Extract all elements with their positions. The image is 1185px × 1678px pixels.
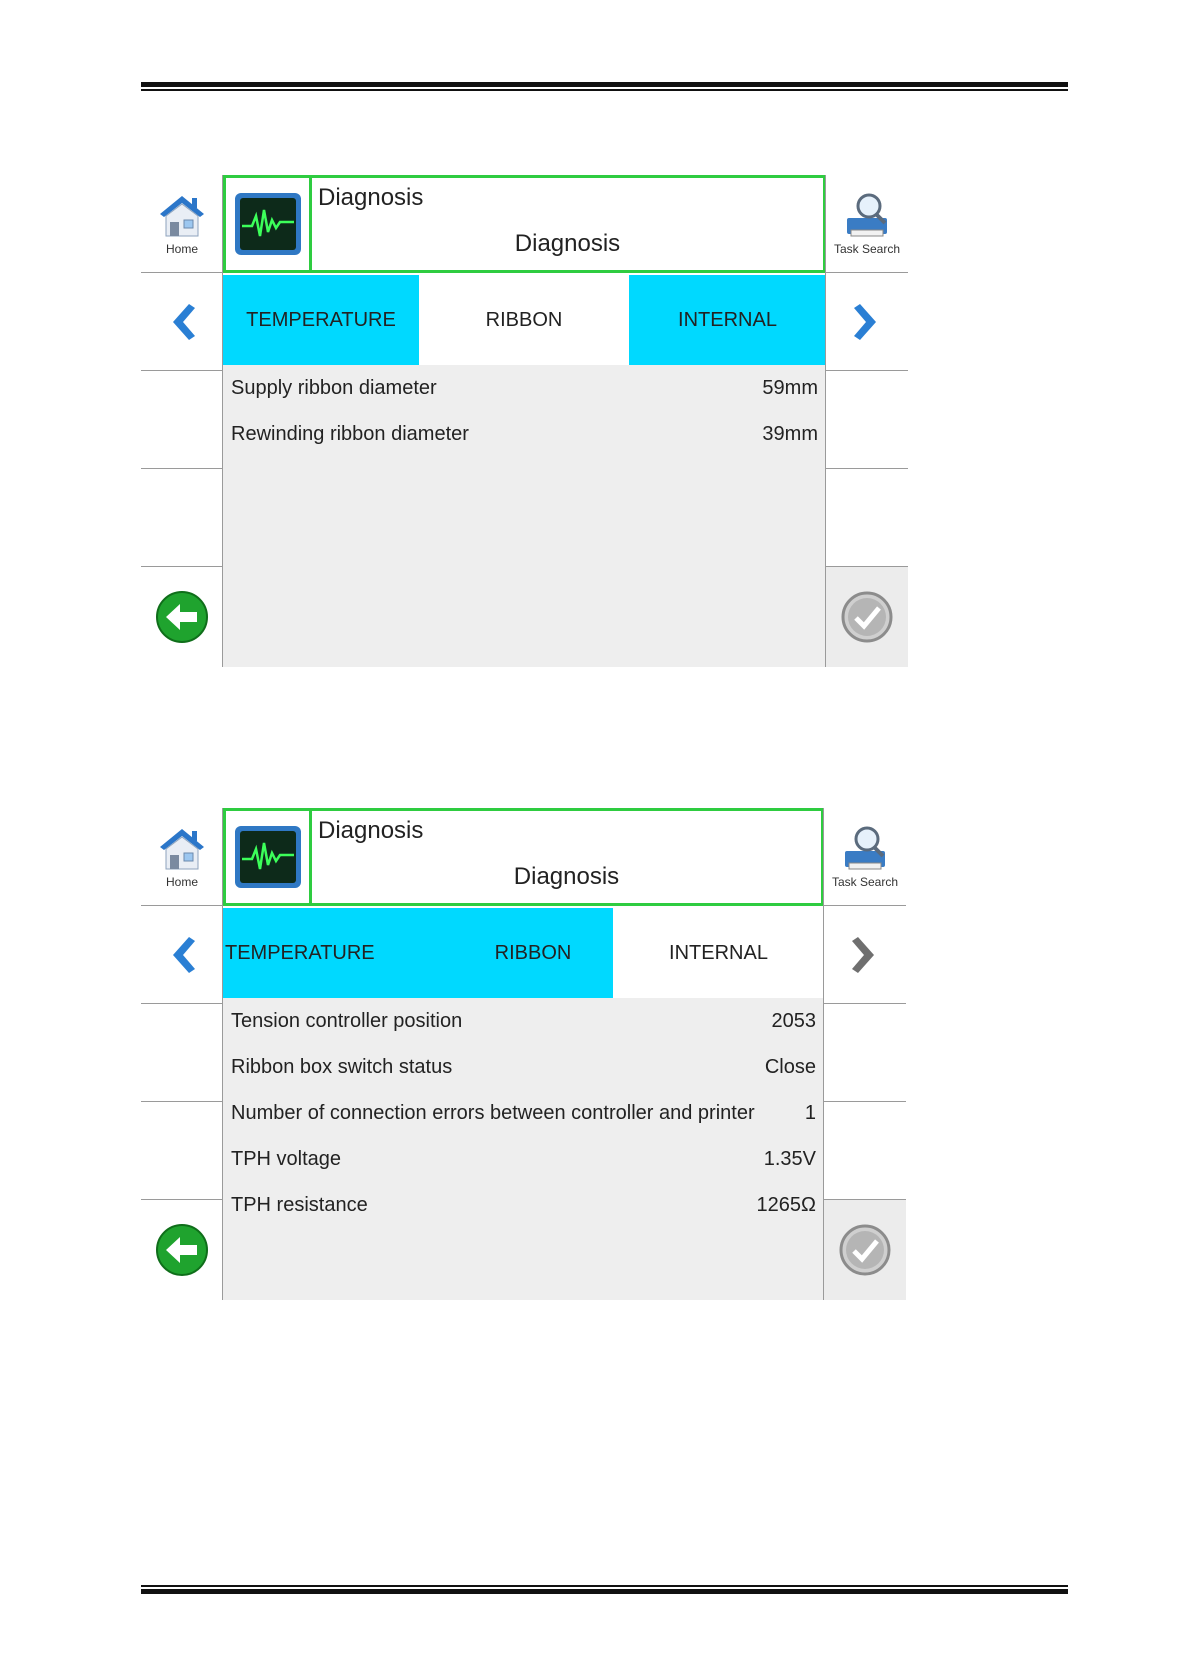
diagnosis-screen-ribbon-1 — [141, 175, 907, 667]
home-button[interactable] — [141, 808, 223, 906]
list-item — [223, 365, 826, 411]
right-empty-slot — [826, 371, 908, 469]
printer-search-icon — [841, 192, 893, 240]
row-label: Rewinding ribbon diameter — [231, 422, 469, 445]
tab-internal[interactable]: INTERNAL — [629, 275, 826, 365]
row-label: TPH voltage — [231, 1147, 342, 1170]
house-icon — [156, 825, 208, 873]
confirm-button[interactable] — [826, 567, 908, 667]
prev-tab-button[interactable] — [141, 273, 223, 371]
back-button[interactable] — [141, 567, 223, 667]
row-label: Ribbon box switch status — [231, 1055, 453, 1078]
row-value: 1.35V — [763, 1147, 816, 1170]
right-empty-slot — [826, 469, 908, 567]
row-value: Close — [764, 1055, 816, 1078]
list-item — [223, 1090, 824, 1136]
list-item — [223, 998, 824, 1044]
left-sidebar — [141, 808, 223, 1300]
diagnosis-screen-ribbon-2 — [141, 808, 907, 1300]
list-item — [223, 1182, 824, 1228]
home-button[interactable] — [141, 175, 223, 273]
right-sidebar — [825, 175, 907, 667]
heartbeat-monitor-icon — [234, 192, 302, 256]
tab-ribbon[interactable]: RIBBON — [494, 941, 572, 964]
home-label: Home — [165, 874, 198, 889]
diagnosis-values-list — [223, 365, 826, 667]
task-search-button[interactable] — [824, 808, 906, 906]
right-empty-slot — [824, 1004, 906, 1102]
confirm-button[interactable] — [824, 1200, 906, 1300]
left-empty-slot — [141, 469, 223, 567]
task-search-label: Task Search — [831, 874, 899, 889]
diagnosis-values-list — [223, 998, 824, 1300]
chevron-left-icon — [165, 935, 199, 975]
header-title: Diagnosis — [318, 184, 424, 211]
chevron-right-icon — [848, 935, 882, 975]
row-value: 1265Ω — [756, 1193, 816, 1216]
row-value: 39mm — [762, 422, 818, 445]
checkmark-icon — [838, 1223, 892, 1277]
prev-tab-button[interactable] — [141, 906, 223, 1004]
right-sidebar — [823, 808, 905, 1300]
house-icon — [156, 192, 208, 240]
back-arrow-icon — [155, 590, 209, 644]
left-empty-slot — [141, 1004, 223, 1102]
back-arrow-icon — [155, 1223, 209, 1277]
tab-bar — [223, 908, 824, 998]
row-value: 1 — [804, 1101, 816, 1124]
diagnosis-header — [223, 175, 826, 273]
header-subtitle: Diagnosis — [513, 863, 620, 890]
list-item — [223, 1136, 824, 1182]
tab-temperature[interactable]: TEMPERATURE — [223, 275, 419, 365]
left-sidebar — [141, 175, 223, 667]
top-rule — [141, 82, 1068, 91]
heartbeat-monitor-icon — [234, 825, 302, 889]
next-tab-button[interactable] — [824, 906, 906, 1004]
checkmark-icon — [840, 590, 894, 644]
diagnosis-header — [223, 808, 824, 906]
list-item — [223, 1044, 824, 1090]
next-tab-button[interactable] — [826, 273, 908, 371]
row-value: 59mm — [762, 376, 818, 399]
row-label: Tension controller position — [231, 1009, 463, 1032]
left-empty-slot — [141, 1102, 223, 1200]
bottom-rule — [141, 1585, 1068, 1594]
task-search-button[interactable] — [826, 175, 908, 273]
tab-bar — [223, 275, 826, 365]
row-label: Number of connection errors between controller and printer — [231, 1101, 755, 1124]
diagnosis-icon-box — [226, 811, 312, 903]
home-label: Home — [165, 241, 198, 256]
chevron-right-icon — [850, 302, 884, 342]
right-empty-slot — [824, 1102, 906, 1200]
header-title: Diagnosis — [318, 817, 424, 844]
tab-temperature-label: TEMPERATURE — [225, 941, 375, 964]
tab-internal[interactable]: INTERNAL — [613, 908, 824, 998]
left-empty-slot — [141, 371, 223, 469]
diagnosis-icon-box — [226, 178, 312, 270]
printer-search-icon — [839, 825, 891, 873]
header-subtitle: Diagnosis — [514, 230, 621, 257]
row-label: Supply ribbon diameter — [231, 376, 437, 399]
task-search-label: Task Search — [833, 241, 901, 256]
list-item — [223, 411, 826, 457]
row-value: 2053 — [771, 1009, 816, 1032]
chevron-left-icon — [165, 302, 199, 342]
row-label: TPH resistance — [231, 1193, 368, 1216]
back-button[interactable] — [141, 1200, 223, 1300]
tab-ribbon[interactable]: RIBBON — [419, 275, 629, 365]
